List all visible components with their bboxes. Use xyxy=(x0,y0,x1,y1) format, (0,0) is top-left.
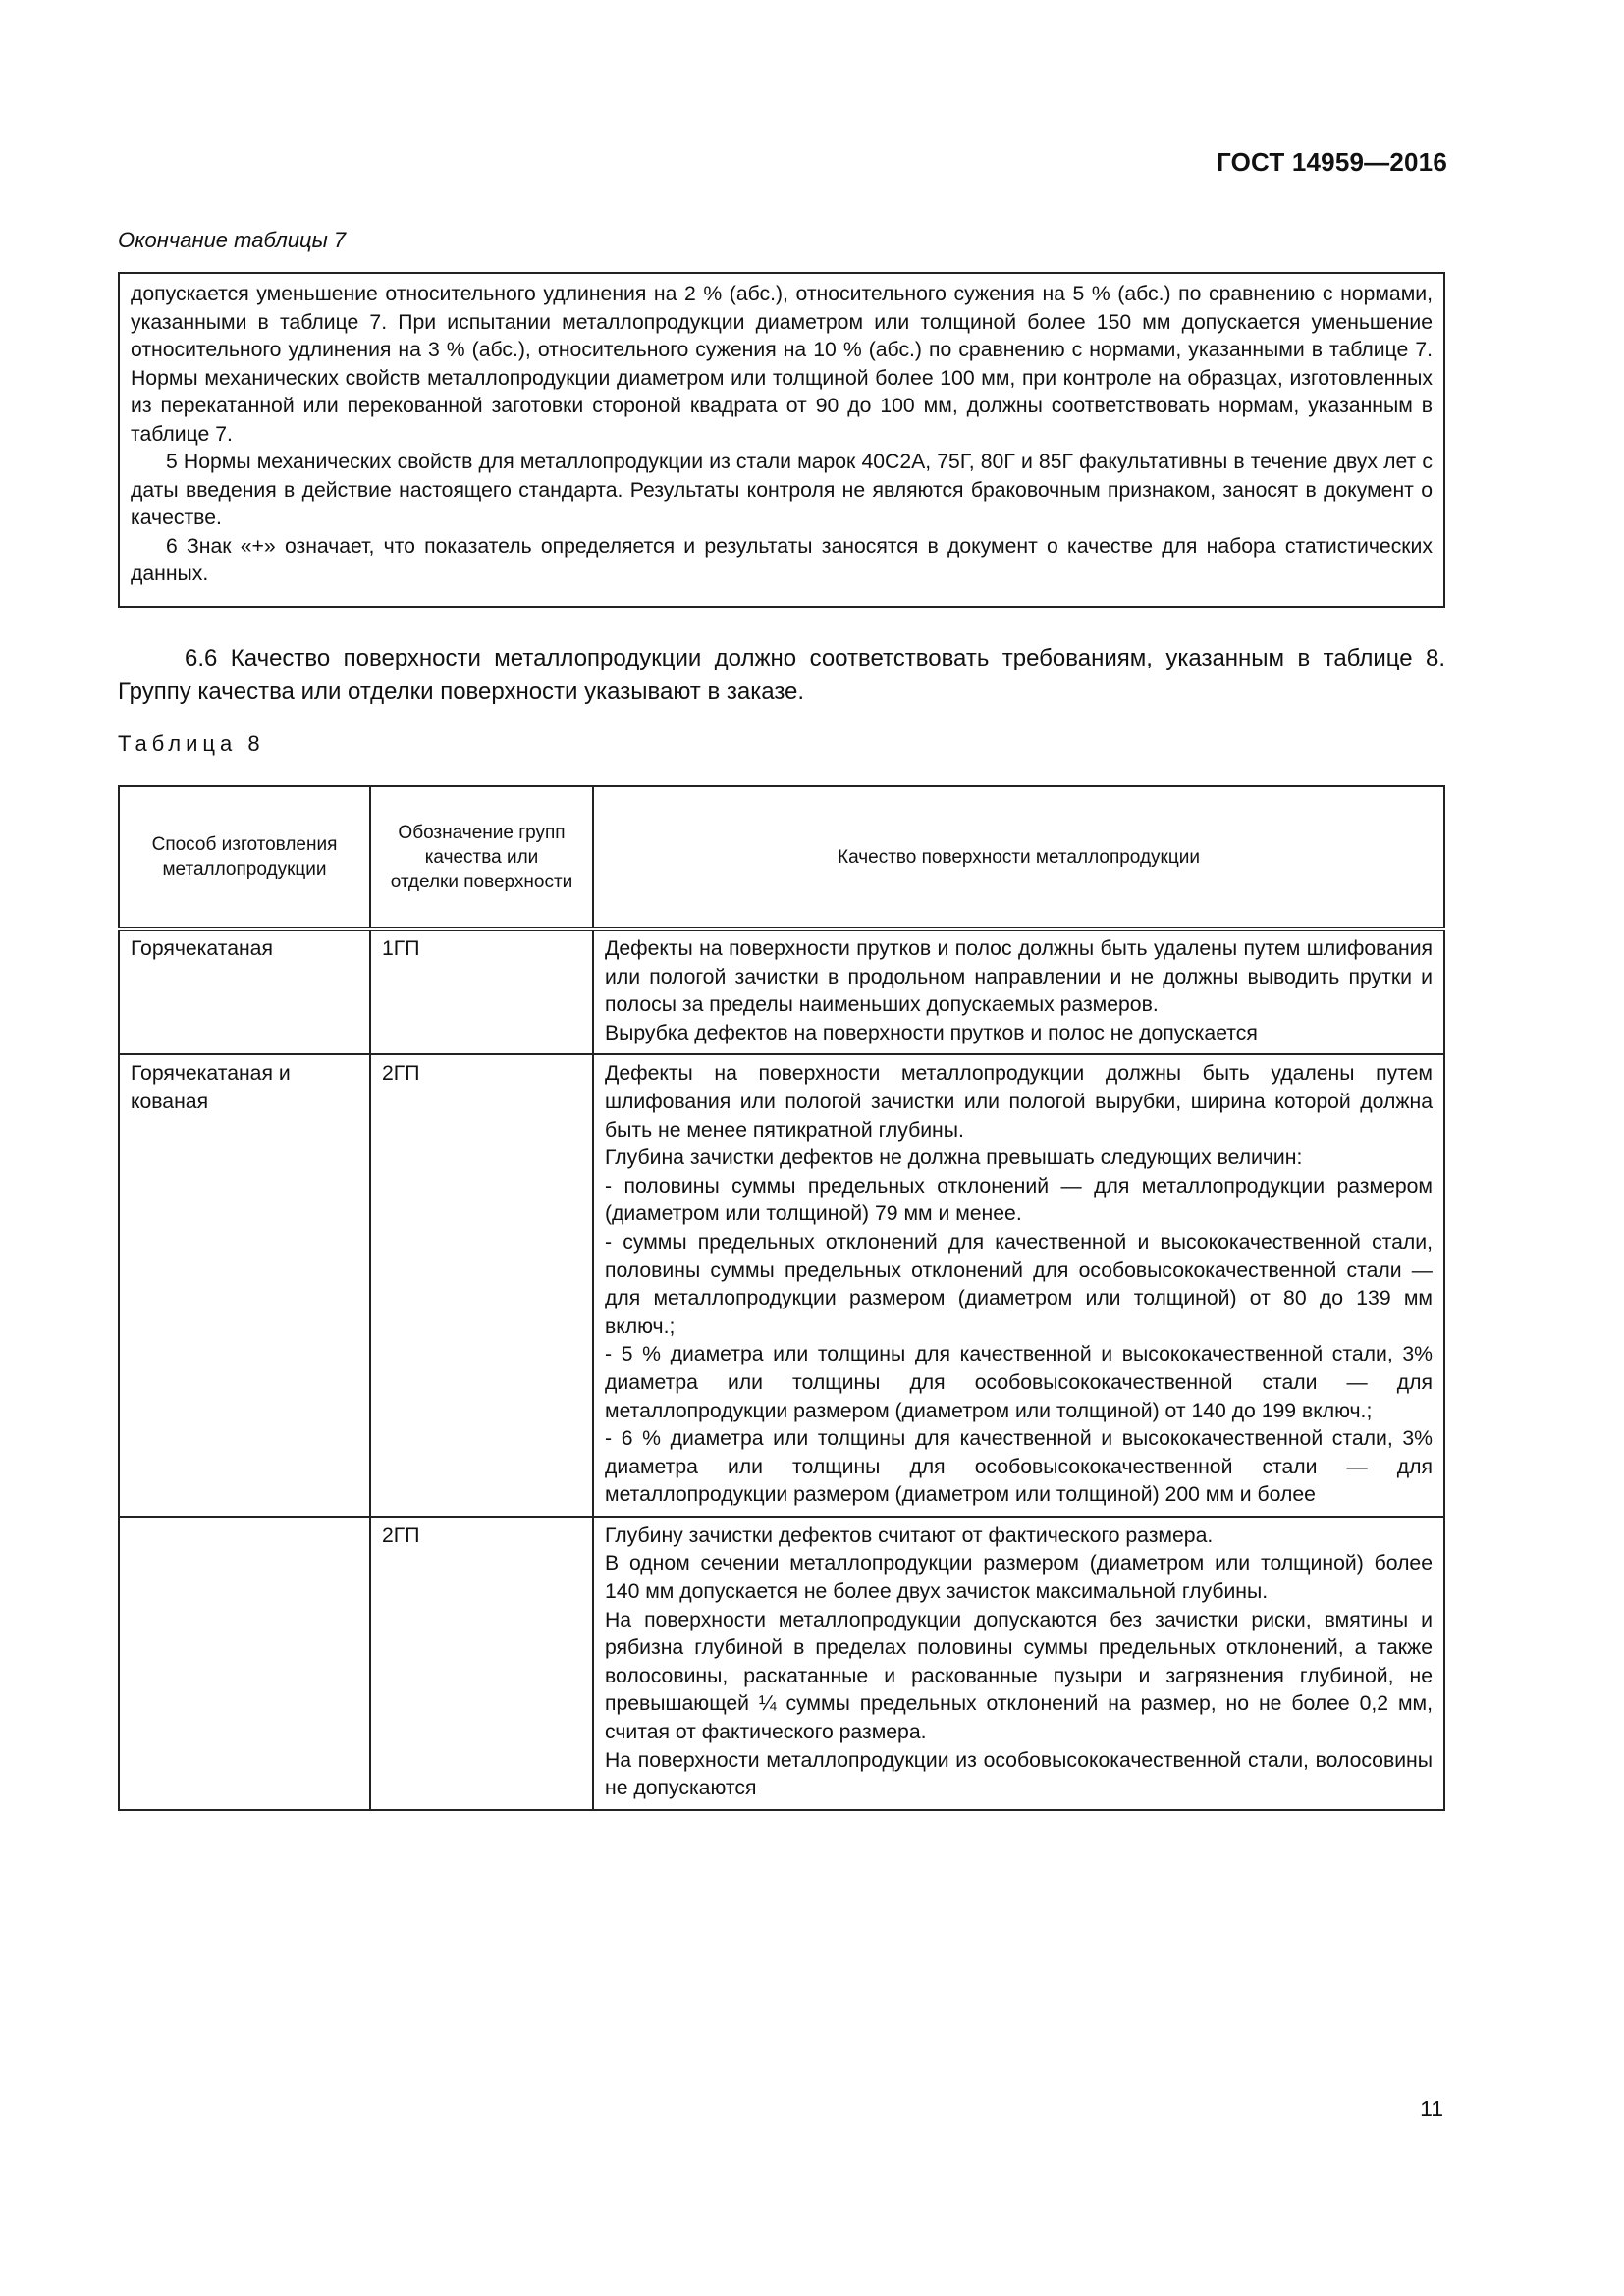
description-line: В одном сечении металлопродукции размером (диаметром или толщиной) более 140 мм допускается не более двух зачисток максимальной глубины. xyxy=(605,1552,1433,1604)
cell-method xyxy=(119,1517,370,1810)
description-line: Глубина зачистки дефектов не должна превышать следующих величин: xyxy=(605,1147,1303,1170)
cell-group: 2ГП xyxy=(370,1054,593,1517)
table-continuation-label: Окончание таблицы 7 xyxy=(118,228,347,252)
description-line: Дефекты на поверхности прутков и полос должны быть удалены путем шлифования или пологой зачистки в продольном направлении и не должны выводить прутки и полосы за пределы наименьших допускаемых размеров. xyxy=(605,937,1433,1017)
table-row xyxy=(119,929,1444,1054)
note-5: 5 Нормы механических свойств для металлопродукции из стали марок 40С2А, 75Г, 80Г и 85Г факультативны в течение двух лет с даты введения в действие настоящего стандарта. Результаты контроля не являются браковочным признаком, заносят в документ о качестве. xyxy=(131,451,1433,529)
cell-description xyxy=(593,1517,1444,1810)
description-line: - половины суммы предельных отклонений — для металлопродукции размером (диаметром или толщиной) 79 мм и менее. xyxy=(605,1174,1433,1226)
table-row xyxy=(119,1054,1444,1517)
table8-header-row xyxy=(119,786,1444,929)
description-line: На поверхности металлопродукции из особовысококачественной стали, волосовины не допускаются xyxy=(605,1748,1433,1800)
description-line: Дефекты на поверхности металлопродукции должны быть удалены путем шлифования или пологой зачистки или пологой вырубки, ширина которой должна быть не менее пятикратной глубины. xyxy=(605,1062,1433,1142)
cell-method: Горячекатаная xyxy=(119,929,370,1054)
note-6: 6 Знак «+» означает, что показатель определяется и результаты заносятся в документ о качестве для набора статистических данных. xyxy=(131,534,1433,585)
description-line: Глубину зачистки дефектов считают от фактического размера. xyxy=(605,1523,1214,1547)
cell-description xyxy=(593,1054,1444,1517)
header-method: Способ изготовления металлопродукции xyxy=(119,786,370,929)
header-group: Обозначение групп качества или отделки поверхности xyxy=(370,786,593,929)
description-line: Вырубка дефектов на поверхности прутков и полос не допускается xyxy=(605,1021,1258,1044)
cell-group: 1ГП xyxy=(370,929,593,1054)
table-row xyxy=(119,1517,1444,1810)
cell-description xyxy=(593,929,1444,1054)
cell-group: 2ГП xyxy=(370,1517,593,1810)
cell-method: Горячекатаная и кованая xyxy=(119,1054,370,1517)
paragraph-6-6 xyxy=(118,642,1445,709)
table8 xyxy=(118,785,1445,1811)
description-line: - 6 % диаметра или толщины для качественной и высококачественной стали, 3% диаметра или толщины для особовысококачественной стали — для металлопродукции размером (диаметром или толщиной) 200 мм и более xyxy=(605,1427,1433,1507)
description-line: - 5 % диаметра или толщины для качественной и высококачественной стали, 3% диаметра или толщины для особовысококачественной стали — для металлопродукции размером (диаметром или толщиной) от 140 до 199 включ.; xyxy=(605,1343,1433,1422)
table7-notes-box xyxy=(118,272,1445,608)
paragraph-6-6-text: 6.6 Качество поверхности металлопродукции должно соответствовать требованиям, указанным в таблице 8. Группу качества или отделки поверхности указывают в заказе. xyxy=(118,645,1445,705)
description-line: На поверхности металлопродукции допускаются без зачистки риски, вмятины и рябизна глубиной в пределах половины суммы предельных отклонений, а также волосовины, раскатанные и раскованные пузыри и загрязнения глубиной, не превышающей ¼ суммы предельных отклонений на размер, но не более 0,2 мм, считая от фактического размера. xyxy=(605,1608,1433,1744)
document-code: ГОСТ 14959—2016 xyxy=(1217,147,1447,177)
description-line: - суммы предельных отклонений для качественной и высококачественной стали, половины суммы предельных отклонений для особовысококачественной стали — для металлопродукции размером (диаметром или толщиной) от 80 до 139 мм включ.; xyxy=(605,1230,1433,1338)
page-number: 11 xyxy=(1420,2096,1443,2121)
header-quality: Качество поверхности металлопродукции xyxy=(593,786,1444,929)
table8-title: Таблица 8 xyxy=(118,731,265,756)
note-continuation: допускается уменьшение относительного удлинения на 2 % (абс.), относительного сужения на 5 % (абс.) по сравнению с нормами, указанными в таблице 7. При испытании металлопродукции диаметром или толщиной более 150 мм допускается уменьшение относительного удлинения на 3 % (абс.), относительного сужения на 10 % (абс.) по сравнению с нормами, указанными в таблице 7. Нормы механических свойств металлопродукции диаметром или толщиной более 100 мм, при контроле на образцах, изготовленных из перекатанной или перекованной заготовки стороной квадрата от 90 до 100 мм, должны соответствовать нормам, указанным в таблице 7. xyxy=(131,283,1433,446)
